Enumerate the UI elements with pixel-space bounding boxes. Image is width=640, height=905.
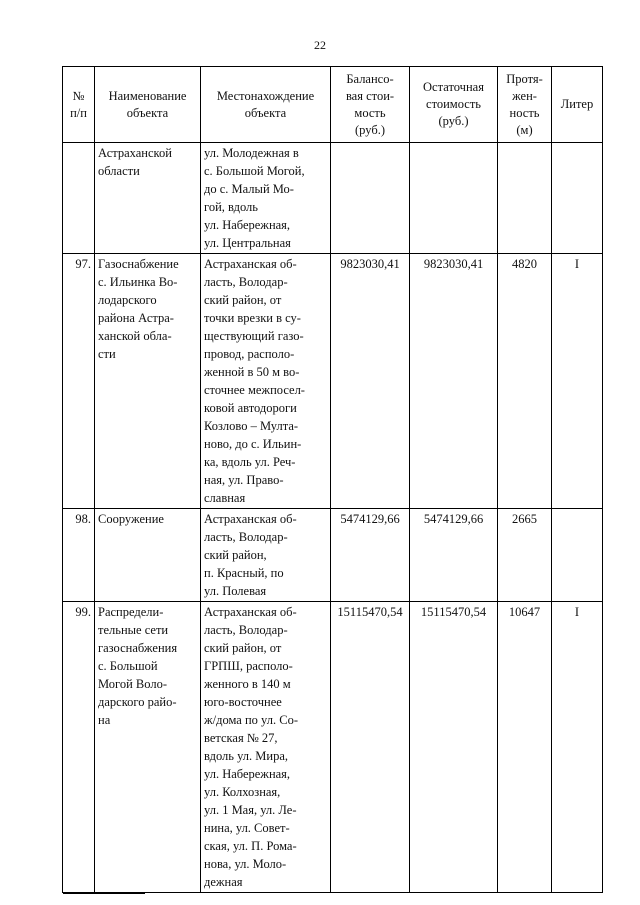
header-residual-value: Остаточная стоимость (руб.) bbox=[410, 67, 498, 143]
balance-value: 5474129,66 bbox=[331, 509, 410, 602]
header-length: Протя- жен- ность (м) bbox=[498, 67, 552, 143]
liter-value bbox=[552, 143, 603, 254]
footnote-separator bbox=[63, 893, 145, 894]
header-balance-value: Балансо- вая стои- мость (руб.) bbox=[331, 67, 410, 143]
balance-value: 9823030,41 bbox=[331, 254, 410, 509]
page-number: 22 bbox=[314, 38, 326, 52]
length-value: 4820 bbox=[498, 254, 552, 509]
object-name: Астраханской области bbox=[95, 143, 201, 254]
residual-value: 5474129,66 bbox=[410, 509, 498, 602]
header-liter: Литер bbox=[552, 67, 603, 143]
object-name: Распредели- тельные сети газоснабжения с. Большой Могой Воло- дарского райо- на bbox=[95, 602, 201, 893]
property-registry-table bbox=[62, 66, 603, 893]
residual-value: 9823030,41 bbox=[410, 254, 498, 509]
object-name: Сооружение bbox=[95, 509, 201, 602]
table-header-row bbox=[63, 67, 603, 143]
table-row bbox=[63, 509, 603, 602]
liter-value: I bbox=[552, 602, 603, 893]
table-row bbox=[63, 602, 603, 893]
object-name: Газоснабжение с. Ильинка Во- лодарского района Астра- ханской обла- сти bbox=[95, 254, 201, 509]
object-location: Астраханская об- ласть, Володар- ский район, от точки врезки в су- ществующий газо- провод, располо- женной в 50 м во- сточнее межпосел- ковой автодороги Козлово – Мулта- ново, до с. Ильин- ка, вдоль ул. Реч- ная, ул. Право- славная bbox=[201, 254, 331, 509]
length-value: 10647 bbox=[498, 602, 552, 893]
object-location: Астраханская об- ласть, Володар- ский район, п. Красный, по ул. Полевая bbox=[201, 509, 331, 602]
header-location: Местонахождение объекта bbox=[201, 67, 331, 143]
row-number bbox=[63, 143, 95, 254]
balance-value: 15115470,54 bbox=[331, 602, 410, 893]
length-value: 2665 bbox=[498, 509, 552, 602]
balance-value bbox=[331, 143, 410, 254]
row-number: 98. bbox=[63, 509, 95, 602]
header-num: № п/п bbox=[63, 67, 95, 143]
object-location: Астраханская об- ласть, Володар- ский район, от ГРПШ, располо- женного в 140 м юго-восточнее ж/дома по ул. Со- ветская № 27, вдоль ул. Мира, ул. Набережная, ул. Колхозная, ул. 1 Мая, ул. Ле- нина, ул. Совет- ская, ул. П. Рома- нова, ул. Моло- дежная bbox=[201, 602, 331, 893]
residual-value: 15115470,54 bbox=[410, 602, 498, 893]
table-row bbox=[63, 143, 603, 254]
table-row bbox=[63, 254, 603, 509]
liter-value: I bbox=[552, 254, 603, 509]
liter-value bbox=[552, 509, 603, 602]
object-location: ул. Молодежная в с. Большой Могой, до с. Малый Мо- гой, вдоль ул. Набережная, ул. Центральная bbox=[201, 143, 331, 254]
row-number: 97. bbox=[63, 254, 95, 509]
header-name: Наименование объекта bbox=[95, 67, 201, 143]
residual-value bbox=[410, 143, 498, 254]
row-number: 99. bbox=[63, 602, 95, 893]
length-value bbox=[498, 143, 552, 254]
